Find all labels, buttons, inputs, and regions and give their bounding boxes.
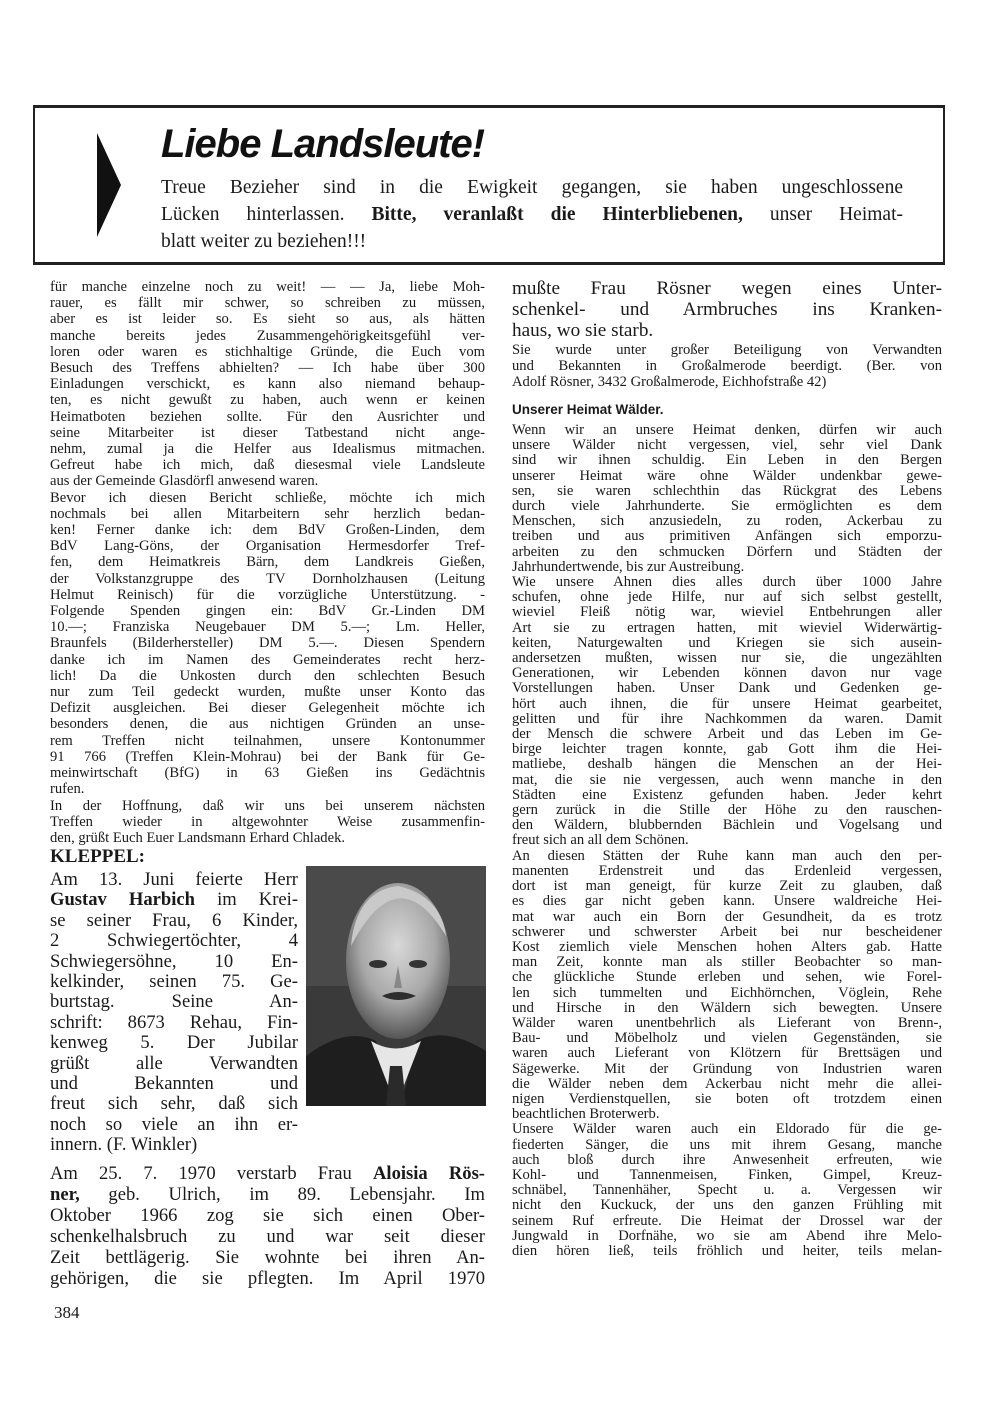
text-line: An diesen Stätten der Ruhe kann man auch den per-: [512, 848, 942, 864]
text-line: und Bekannten in Großalmerode beerdigt. (Ber. von: [512, 358, 942, 374]
text-segment: und Bekannten und: [50, 1074, 298, 1095]
text-line: meinwirtschaft (BfG) in 63 Gießen ins Gedächtnis: [50, 765, 485, 782]
text-segment: geb. Ulrich, im 89. Lebensjahr. Im: [79, 1184, 485, 1205]
text-line: mat, die sie nie vergessen, auch wenn manche in den: [512, 772, 942, 788]
text-segment: Am 25. 7. 1970 verstarb Frau: [50, 1163, 373, 1184]
text-line: Jungwald in Dorfnähe, wo sie am Abend ihre Melo-: [512, 1228, 942, 1244]
text-line: [50, 890, 298, 910]
article-meeting-report: [50, 279, 485, 846]
text-line: [50, 1135, 298, 1155]
text-segment: Am 13. Juni feierte Herr: [50, 870, 298, 890]
text-line: mußte Frau Rösner wegen eines Unter-: [512, 278, 942, 299]
portrait-image: [306, 866, 486, 1106]
text-line: wieviel Fleiß nötig war, wieviel Entbehrungen aller: [512, 605, 942, 621]
text-segment: innern. (F. Winkler): [50, 1135, 198, 1156]
paragraph: [50, 279, 485, 490]
text-line: Gefreut habe ich mich, daß diesesmal viele Landsleute: [50, 457, 485, 474]
text-line: fen, dem Heimatkreis Bärn, dem Landkreis Gießen,: [50, 554, 485, 571]
text-line: manche bereits jedes Zusammengehörigkeitsgefühl ver-: [50, 327, 485, 344]
text-line: [50, 1247, 485, 1268]
page-number: 384: [54, 1303, 80, 1322]
text-line: unserer Heimat wäre ohne Wälder undenkbar gewe-: [512, 468, 942, 484]
bold-text: Gustav Harbich: [50, 890, 196, 911]
text-segment: 2 Schwiegertöchter, 4: [50, 931, 298, 952]
text-line: nehm, zumal ja die Helfer aus Idealismus mitmachen.: [50, 441, 485, 458]
text-line: Städten eine Existenz gefunden haben. Jeder kehrt: [512, 787, 942, 803]
text-line: Generationen, wir Lebenden können davon nur vage: [512, 666, 942, 682]
notice-title: Liebe Landsleute!: [161, 122, 485, 166]
text-line: Kohl- und Tannenmeisen, Finken, Gimpel, Kreuz-: [512, 1167, 942, 1183]
text-line: arbeiten zu den schmucken Dörfern und Städten der: [512, 544, 942, 560]
text-line: seinem Ruf erfreute. Die Heimat der Drossel war der: [512, 1213, 942, 1229]
text-line: Kost ziemlich viele Menschen hohen Alters gab. Hatte: [512, 939, 942, 955]
text-line: Defizit ausgleichen. Bei dieser Gelegenheit möchte ich: [50, 700, 485, 717]
text-line: mat war auch ein Born der Gesundheit, da es trotz: [512, 909, 942, 925]
text-line: andersetzen mußten, wissen nur sie, die ungezählten: [512, 651, 942, 667]
text-line: [50, 1268, 485, 1289]
text-line: Unsere Wälder waren auch ein Eldorado für die ge-: [512, 1122, 942, 1138]
text-line: aber es ist leider so. Es sieht so aus, als hätten: [50, 311, 485, 328]
text-segment: Oktober 1966 zog sie sich einen Ober-: [50, 1205, 485, 1226]
text-line: Adolf Rösner, 3432 Großalmerode, Eichhofstraße 42): [512, 374, 827, 390]
paragraph: [512, 849, 942, 1123]
paragraph: [512, 423, 942, 575]
text-line: sind wir ihnen schuldig. Ein Leben in den Bergen: [512, 453, 942, 469]
text-line: loren oder waren es stichhaltige Gründe, die Euch vom: [50, 343, 485, 360]
text-segment: grüßt alle Verwandten: [50, 1053, 298, 1074]
text-segment: kelkinder, seinen 75. Ge-: [50, 972, 298, 993]
text-line: nur zum Teil gedeckt wurden, mußte unser Konto das: [50, 684, 485, 701]
text-line: [50, 1033, 298, 1053]
text-line: birge leichter tragen konnte, gab Gott ihm die Hei-: [512, 742, 942, 758]
text-line: Wälder waren unentbehrlich als Lieferant von Brenn-,: [512, 1015, 942, 1031]
text-line: und Hirsche in den Wäldern sich bewegten. Unsere: [512, 1000, 942, 1016]
text-line: keiten, Naturgewalten und Kriegen sie sich ausein-: [512, 635, 942, 651]
text-line: [161, 174, 903, 201]
section-heading-forests: Unserer Heimat Wälder.: [512, 402, 664, 417]
text-line: für manche einzelne noch zu weit! — — Ja, liebe Moh-: [50, 279, 485, 295]
text-segment: burtstag. Seine An-: [50, 992, 298, 1013]
text-line: Sägewerke. Mit der Gründung von Industrien waren: [512, 1061, 942, 1077]
text-line: [50, 972, 298, 992]
text-line: man Zeit, konnte man als stiller Beobachter so man-: [512, 955, 942, 971]
article-forests: [512, 423, 942, 1259]
text-segment: Lücken hinterlassen.: [161, 204, 372, 225]
text-line: [50, 992, 298, 1012]
text-segment: schenkelhalsbruch zu und war seit dieser: [50, 1226, 485, 1247]
text-line: [50, 870, 298, 890]
text-line: gelitten und für ihre Nachkommen da waren. Damit: [512, 711, 942, 727]
paragraph: [512, 575, 942, 849]
text-line: Helmut Reinisch) für die vorzügliche Unterstützung. -: [50, 586, 485, 603]
text-line: dien hören ließ, teils fröhlich und heiter, teils melan-: [512, 1243, 942, 1259]
text-line: [161, 228, 903, 255]
text-line: rauer, es fällt mir schwer, so schreiben zu müssen,: [50, 295, 485, 312]
text-line: 91 766 (Treffen Klein-Mohrau) bei der Bank für Ge-: [50, 748, 485, 765]
text-line: nochmals bei allen Mitarbeitern sehr herzlich bedan-: [50, 505, 485, 522]
text-line: seine Mitarbeiter ist dieser Tatbestand nicht ange-: [50, 424, 485, 441]
text-line: aus der Gemeinde Glasdörfl anwesend waren.: [50, 473, 319, 490]
text-line: durch viele Jahrhunderte. Sie ermöglichten es dem: [512, 499, 942, 515]
text-line: nicht den Kuckuck, der uns den ganzen Frühling mit: [512, 1198, 942, 1214]
text-line: Bevor ich diesen Bericht schließe, möchte ich mich: [50, 489, 485, 506]
text-segment: im Krei-: [195, 890, 298, 911]
text-line: Jahrhundertwende, bis zur Austreibung.: [512, 559, 745, 575]
text-segment: blatt weiter zu beziehen!!!: [161, 231, 367, 252]
birthday-notice: [50, 870, 298, 1156]
text-line: auch bloß durch ihre Anwesenheit erfreuten, wie: [512, 1152, 942, 1168]
text-line: che glückliche Stunde erleben und sehen, wie Forel-: [512, 970, 942, 986]
bold-text: ner,: [50, 1184, 80, 1205]
text-segment: kenweg 5. Der Jubilar: [50, 1033, 298, 1054]
text-line: In der Hoffnung, daß wir uns bei unserem nächsten: [50, 797, 485, 814]
text-segment: noch so viele an ihn er-: [50, 1114, 298, 1135]
text-line: Braunfels (Bilderhersteller) DM 5.—. Diesen Spendern: [50, 635, 485, 652]
text-line: freut sich an all dem Schönen.: [512, 833, 689, 849]
text-line: [50, 931, 298, 951]
text-line: [161, 201, 903, 228]
text-line: rem Treffen nicht teilnahmen, unsere Kontonummer: [50, 732, 485, 749]
text-line: nigen Verdienstquellen, sie boten oft trotzdem einen: [512, 1091, 942, 1107]
text-segment: freut sich sehr, daß sich: [50, 1094, 298, 1115]
text-line: unsere Wälder nicht vergessen, viel, sehr viel Dank: [512, 438, 942, 454]
text-line: Einladungen verschickt, es kann also niemand behaup-: [50, 376, 485, 393]
text-segment: Schwiegersöhne, 10 En-: [50, 951, 298, 972]
text-line: 10.—; Franziska Neugebauer DM 5.—; Lm. Heller,: [50, 619, 485, 636]
text-segment: gehörigen, die sie pflegten. Im April 1970: [50, 1268, 485, 1289]
text-line: Wenn wir an unsere Heimat denken, dürfen wir auch: [512, 423, 942, 438]
text-line: [50, 1074, 298, 1094]
text-line: dort ist man geneigt, für kurze Zeit zu glauben, daß: [512, 879, 942, 895]
text-line: [50, 1115, 298, 1135]
text-segment: Treue Bezieher sind in die Ewigkeit gegangen, sie haben ungeschlossene: [161, 177, 903, 198]
text-line: Heimatboten beziehen sollte. Für den Ausrichter und: [50, 408, 485, 425]
obituary-notice: [50, 1163, 485, 1289]
text-segment: se seiner Frau, 6 Kinder,: [50, 910, 298, 931]
text-line: beachtlichen Broterwerb.: [512, 1107, 660, 1123]
text-line: es dies gar nicht geben kann. Unsere waldreiche Hei-: [512, 894, 942, 910]
text-line: rufen.: [50, 781, 85, 798]
text-segment: schrift: 8673 Rehau, Fin-: [50, 1012, 298, 1033]
obituary-continuation: [512, 278, 942, 341]
text-line: matliebe, deshalb hängen die Menschen an der Hei-: [512, 757, 942, 773]
text-line: BdV Lang-Göns, der Organisation Hermesdorfer Tref-: [50, 538, 485, 555]
text-line: fiederten Sänger, die uns mit ihrem Gesang, manche: [512, 1137, 942, 1153]
text-line: [50, 1094, 298, 1114]
text-line: der Mensch die schwere Arbeit und das Leben im Ge-: [512, 727, 942, 743]
text-line: schwerer und schwerster Arbeit bei nur bescheidener: [512, 924, 942, 940]
text-line: [50, 911, 298, 931]
arrow-marker-icon: [97, 133, 121, 237]
notice-box: [33, 105, 945, 265]
text-line: [50, 1163, 485, 1184]
notice-text: [161, 174, 903, 255]
text-line: Besuch des Treffens abhielten? — Ich habe über 300: [50, 360, 485, 377]
paragraph: [50, 490, 485, 798]
text-line: haus, wo sie starb.: [512, 320, 654, 341]
text-line: den Wäldern, blubbernden Bächlein und Vogelsang und: [512, 818, 942, 834]
text-line: besonders denen, die aus nichtigen Gründen an unse-: [50, 716, 485, 733]
text-line: len sich tummelten und Eichhörnchen, Vöglein, Rehe: [512, 985, 942, 1001]
text-line: sen, sie waren schlechthin das Rückgrat des Lebens: [512, 483, 942, 499]
funeral-note: [512, 343, 942, 390]
text-line: [50, 1184, 485, 1205]
text-line: schufen, ohne jede Hilfe, nur auf sich selbst gestellt,: [512, 590, 942, 606]
text-line: Bau- und Möbelholz und vielen Gegenständen, sie: [512, 1031, 942, 1047]
text-line: hört auch ihnen, die für unsere Heimat gearbeitet,: [512, 696, 942, 712]
bold-text: Bitte, veranlaßt die Hinterbliebenen,: [371, 204, 743, 225]
text-line: [50, 1205, 485, 1226]
text-line: schnäbel, Tannenhäher, Specht u. a. Vergessen wir: [512, 1183, 942, 1199]
text-line: der Volkstanzgruppe des TV Dornholzhausen (Leitung: [50, 570, 485, 587]
text-line: schenkel- und Armbruches ins Kranken-: [512, 299, 942, 320]
text-line: Art sie zu ertragen hatten, mit wieviel Widerwärtig-: [512, 620, 942, 636]
text-line: treiben und aus primitiven Anfängen sich emporzu-: [512, 529, 942, 545]
paragraph: [50, 798, 485, 847]
text-line: Sie wurde unter großer Beteiligung von Verwandten: [512, 343, 942, 358]
text-line: ten, es nicht gewußt zu haben, auch wenn er keinen: [50, 392, 485, 409]
section-heading-kleppel: KLEPPEL:: [50, 846, 146, 867]
bold-text: Aloisia Rös-: [372, 1163, 485, 1184]
text-line: [50, 1226, 485, 1247]
text-line: die Wälder neben dem Ackerbau nicht mehr die allei-: [512, 1076, 942, 1092]
text-line: ken! Ferner danke ich: dem BdV Großen-Linden, dem: [50, 522, 485, 539]
portrait-photo: [306, 866, 486, 1106]
text-line: Menschen, sich anzusiedeln, zu roden, Ackerbau zu: [512, 514, 942, 530]
text-line: waren auch Lieferant von Klötzern für Brettsägen und: [512, 1046, 942, 1062]
text-line: Vorstellungen haben. Unser Dank und Gedenken ge-: [512, 681, 942, 697]
text-line: manenten Erdenstreit und das Erdenleid vergessen,: [512, 863, 942, 879]
text-line: [50, 1054, 298, 1074]
text-segment: Zeit bettlägerig. Sie wohnte bei ihren An-: [50, 1247, 485, 1268]
text-line: Treffen wieder in altgewohnter Weise zusammenfin-: [50, 813, 485, 830]
text-line: [50, 1013, 298, 1033]
text-line: den, grüßt Euch Euer Landsmann Erhard Chladek.: [50, 829, 346, 846]
text-line: Folgende Spenden gingen ein: BdV Gr.-Linden DM: [50, 603, 485, 620]
text-line: [50, 952, 298, 972]
paragraph: [512, 1122, 942, 1259]
text-line: lich! Da die Unkosten durch den schlechten Besuch: [50, 667, 485, 684]
text-line: gern zurück in die Stille der Höhe zu den rauschen-: [512, 803, 942, 819]
text-segment: unser Heimat-: [742, 204, 903, 225]
text-line: Wie unsere Ahnen dies alles durch über 1000 Jahre: [512, 575, 942, 591]
text-line: danke ich im Namen des Gemeinderates recht herz-: [50, 651, 485, 668]
